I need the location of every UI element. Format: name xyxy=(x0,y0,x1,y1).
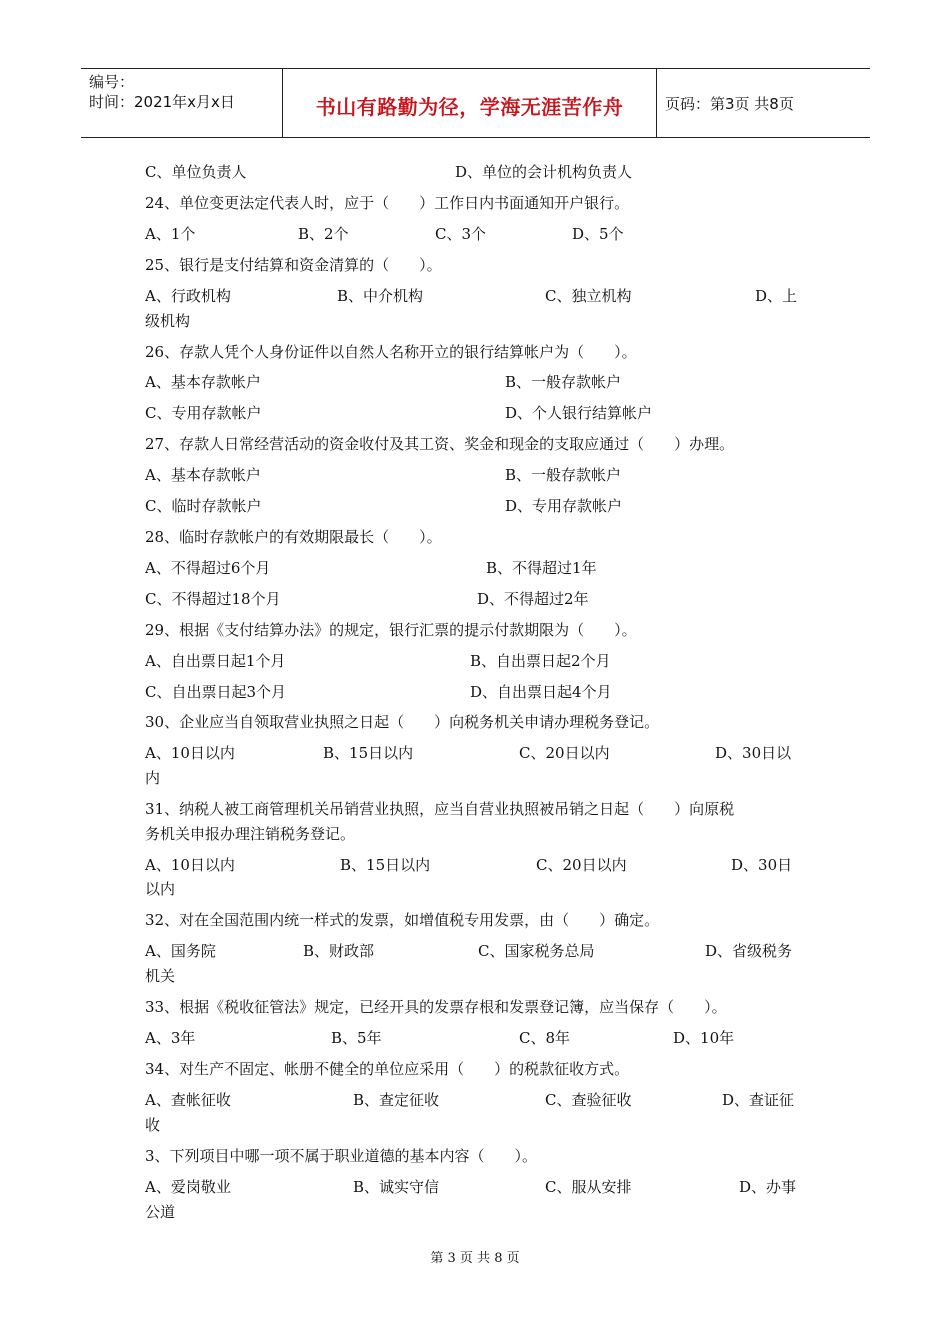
option-a: A、自出票日起1个月 xyxy=(145,652,286,670)
question-28: 28、临时存款帐户的有效期限最长（ ）。 xyxy=(145,528,442,546)
question-33: 33、根据《税收征管法》规定，已经开具的发票存根和发票登记簿，应当保存（ ）。 xyxy=(145,998,727,1016)
option-d-continued: 收 xyxy=(145,1116,161,1134)
option-d: D、30日以 xyxy=(715,744,792,762)
option-c: C、20日以内 xyxy=(519,744,610,762)
option-c: C、不得超过18个月 xyxy=(145,590,281,608)
option-a: A、爱岗敬业 xyxy=(145,1178,231,1196)
option-c: C、自出票日起3个月 xyxy=(145,683,287,701)
option-b: B、5年 xyxy=(331,1029,382,1047)
document-date: 时间：2021年x月x日 xyxy=(89,93,235,111)
option-d: D、10年 xyxy=(673,1029,735,1047)
question-27: 27、存款人日常经营活动的资金收付及其工资、奖金和现金的支取应通过（ ）办理。 xyxy=(145,435,735,453)
option-b: B、2个 xyxy=(298,225,349,243)
option-d: D、30日 xyxy=(731,856,793,874)
question-30: 30、企业应当自领取营业执照之日起（ ）向税务机关申请办理税务登记。 xyxy=(145,713,660,731)
option-d: D、不得超过2年 xyxy=(477,590,589,608)
header-motto-cell xyxy=(282,69,657,137)
option-c: C、查验征收 xyxy=(545,1091,632,1109)
header-page-info: 页码：第3页 共8页 xyxy=(665,95,794,113)
option-a: A、国务院 xyxy=(145,942,216,960)
question-26: 26、存款人凭个人身份证件以自然人名称开立的银行结算帐户为（ ）。 xyxy=(145,343,637,361)
option-a: A、基本存款帐户 xyxy=(145,466,261,484)
question-25: 25、银行是支付结算和资金清算的（ ）。 xyxy=(145,256,442,274)
option-d: D、自出票日起4个月 xyxy=(470,683,612,701)
option-c: C、专用存款帐户 xyxy=(145,404,262,422)
header-motto: 书山有路勤为径，学海无涯苦作舟 xyxy=(315,95,624,119)
option-a: A、10日以内 xyxy=(145,744,235,762)
option-c: C、8年 xyxy=(519,1029,571,1047)
option-d-continued: 内 xyxy=(145,769,161,787)
option-d-continued: 公道 xyxy=(145,1203,176,1221)
option-d-continued: 机关 xyxy=(145,967,176,985)
question-29: 29、根据《支付结算办法》的规定，银行汇票的提示付款期限为（ ）。 xyxy=(145,621,637,639)
option-b: B、15日以内 xyxy=(340,856,431,874)
header-left-cell xyxy=(81,69,282,137)
option-b: B、不得超过1年 xyxy=(486,559,597,577)
option-d: D、5个 xyxy=(572,225,624,243)
option-c: C、单位负责人 xyxy=(145,163,247,181)
option-c: C、服从安排 xyxy=(545,1178,632,1196)
option-d: D、个人银行结算帐户 xyxy=(505,404,653,422)
option-c: C、国家税务总局 xyxy=(478,942,595,960)
question-24: 24、单位变更法定代表人时，应于（ ）工作日内书面通知开户银行。 xyxy=(145,194,630,212)
option-d-continued: 级机构 xyxy=(145,312,191,330)
option-d: D、省级税务 xyxy=(705,942,793,960)
option-c: C、20日以内 xyxy=(536,856,627,874)
option-b: B、诚实守信 xyxy=(353,1178,440,1196)
option-d: D、办事 xyxy=(739,1178,797,1196)
option-c: C、独立机构 xyxy=(545,287,632,305)
question-34: 34、对生产不固定、帐册不健全的单位应采用（ ）的税款征收方式。 xyxy=(145,1060,630,1078)
question-3: 3、下列项目中哪一项不属于职业道德的基本内容（ ）。 xyxy=(145,1147,538,1165)
option-d: D、上 xyxy=(755,287,798,305)
option-b: B、财政部 xyxy=(303,942,375,960)
option-b: B、自出票日起2个月 xyxy=(470,652,611,670)
option-a: A、不得超过6个月 xyxy=(145,559,271,577)
option-a: A、行政机构 xyxy=(145,287,231,305)
question-31: 31、纳税人被工商管理机关吊销营业执照，应当自营业执照被吊销之日起（ ）向原税 xyxy=(145,800,735,818)
option-a: A、1个 xyxy=(145,225,196,243)
option-c: C、3个 xyxy=(435,225,487,243)
option-a: A、3年 xyxy=(145,1029,196,1047)
option-b: B、一般存款帐户 xyxy=(505,466,622,484)
option-d: D、专用存款帐户 xyxy=(505,497,623,515)
option-c: C、临时存款帐户 xyxy=(145,497,262,515)
option-b: B、一般存款帐户 xyxy=(505,373,622,391)
page-footer: 第 3 页 共 8 页 xyxy=(430,1251,520,1266)
document-number: 编号： xyxy=(89,73,135,91)
page-header xyxy=(81,68,870,138)
option-a: A、基本存款帐户 xyxy=(145,373,261,391)
option-a: A、10日以内 xyxy=(145,856,235,874)
option-b: B、15日以内 xyxy=(323,744,414,762)
option-b: B、查定征收 xyxy=(353,1091,440,1109)
option-d: D、单位的会计机构负责人 xyxy=(455,163,633,181)
option-b: B、中介机构 xyxy=(337,287,424,305)
question-31-continued: 务机关申报办理注销税务登记。 xyxy=(145,825,356,843)
question-32: 32、对在全国范围内统一样式的发票，如增值税专用发票，由（ ）确定。 xyxy=(145,911,660,929)
option-d: D、查证征 xyxy=(722,1091,795,1109)
option-a: A、查帐征收 xyxy=(145,1091,231,1109)
option-d-continued: 以内 xyxy=(145,880,176,898)
header-page-cell xyxy=(656,69,870,137)
